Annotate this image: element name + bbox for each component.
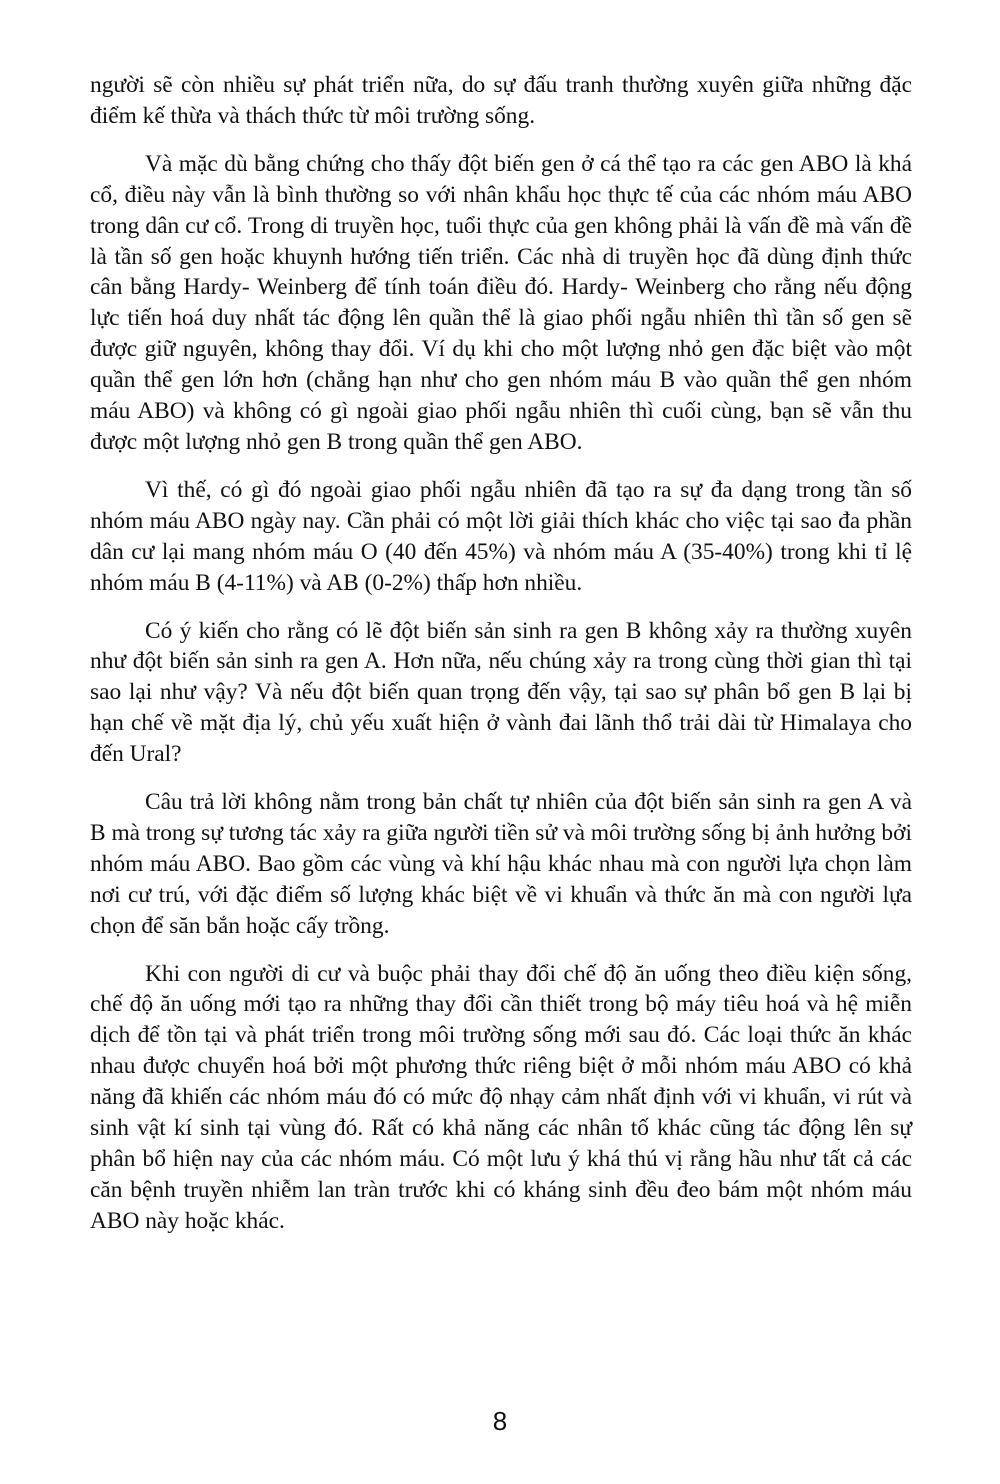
paragraph-mutation-question: Có ý kiến cho rằng có lẽ đột biến sản sinh ra gen B không xảy ra thường xuyên như đột biến sản sinh ra gen A. Hơn nữa, nếu chúng xảy ra trong cùng thời gian thì tại sao lại như vậy? Và nếu đột biến quan trọng đến vậy, tại sao sự phân bổ gen B lại bị hạn chế về mặt địa lý, chủ yếu xuất hiện ở vành đai lãnh thổ trải dài từ Himalaya cho đến Ural?: [90, 617, 912, 768]
page-number: 8: [492, 1406, 508, 1436]
paragraph-migration: Khi con người di cư và buộc phải thay đổi chế độ ăn uống theo điều kiện sống, chế độ ăn uống mới tạo ra những thay đổi cần thiết trong bộ máy tiêu hoá và hệ miễn dịch để tồn tại và phát triển trong môi trường sống mới sau đó. Các loại thức ăn khác nhau được chuyển hoá bởi một phương thức riêng biệt ở mỗi nhóm máu ABO có khả năng đã khiến các nhóm máu đó có mức độ nhạy cảm nhất định với vi khuẩn, vi rút và sinh vật kí sinh tại vùng đó. Rất có khả năng các nhân tố khác cũng tác động lên sự phân bổ hiện nay của các nhóm máu. Có một lưu ý khá thú vị rằng hầu như tất cả các căn bệnh truyền nhiễm lan tràn trước khi có kháng sinh đều đeo bám một nhóm máu ABO này hoặc khác.: [90, 960, 912, 1234]
page-body: [90, 70, 912, 1254]
paragraph-blood-frequency: Vì thế, có gì đó ngoài giao phối ngẫu nhiên đã tạo ra sự đa dạng trong tần số nhóm máu ABO ngày nay. Cần phải có một lời giải thích khác cho việc tại sao đa phần dân cư lại mang nhóm máu O (40 đến 45%) và nhóm máu A (35-40%) trong khi tỉ lệ nhóm máu B (4-11%) và AB (0-2%) thấp hơn nhiều.: [90, 476, 912, 596]
paragraph-continuation: người sẽ còn nhiều sự phát triển nữa, do sự đấu tranh thường xuyên giữa những đặc điểm kế thừa và thách thức từ môi trường sống.: [90, 72, 912, 129]
paragraph-abo-genes: Và mặc dù bằng chứng cho thấy đột biến gen ở cá thể tạo ra các gen ABO là khá cổ, điều này vẫn là bình thường so với nhân khẩu học thực tế của các nhóm máu ABO trong dân cư cổ. Trong di truyền học, tuổi thực của gen không phải là vấn đề mà vấn đề là tần số gen hoặc khuynh hướng tiến triển. Các nhà di truyền học đã dùng định thức cân bằng Hardy- Weinberg để tính toán điều đó. Hardy- Weinberg cho rằng nếu động lực tiến hoá duy nhất tác động lên quần thể là giao phối ngẫu nhiên thì tần số gen sẽ được giữ nguyên, không thay đổi. Ví dụ khi cho một lượng nhỏ gen đặc biệt vào một quần thể gen lớn hơn (chẳng hạn như cho gen nhóm máu B vào quần thể gen nhóm máu ABO) và không có gì ngoài giao phối ngẫu nhiên thì cuối cùng, bạn sẽ vẫn thu được một lượng nhỏ gen B trong quần thể gen ABO.: [90, 150, 912, 455]
paragraph-answer: Câu trả lời không nằm trong bản chất tự nhiên của đột biến sản sinh ra gen A và B mà trong sự tương tác xảy ra giữa người tiền sử và môi trường sống bị ảnh hưởng bởi nhóm máu ABO. Bao gồm các vùng và khí hậu khác nhau mà con người lựa chọn làm nơi cư trú, với đặc điểm số lượng khác biệt về vi khuẩn và thức ăn mà con người lựa chọn để săn bắn hoặc cấy trồng.: [90, 789, 912, 939]
